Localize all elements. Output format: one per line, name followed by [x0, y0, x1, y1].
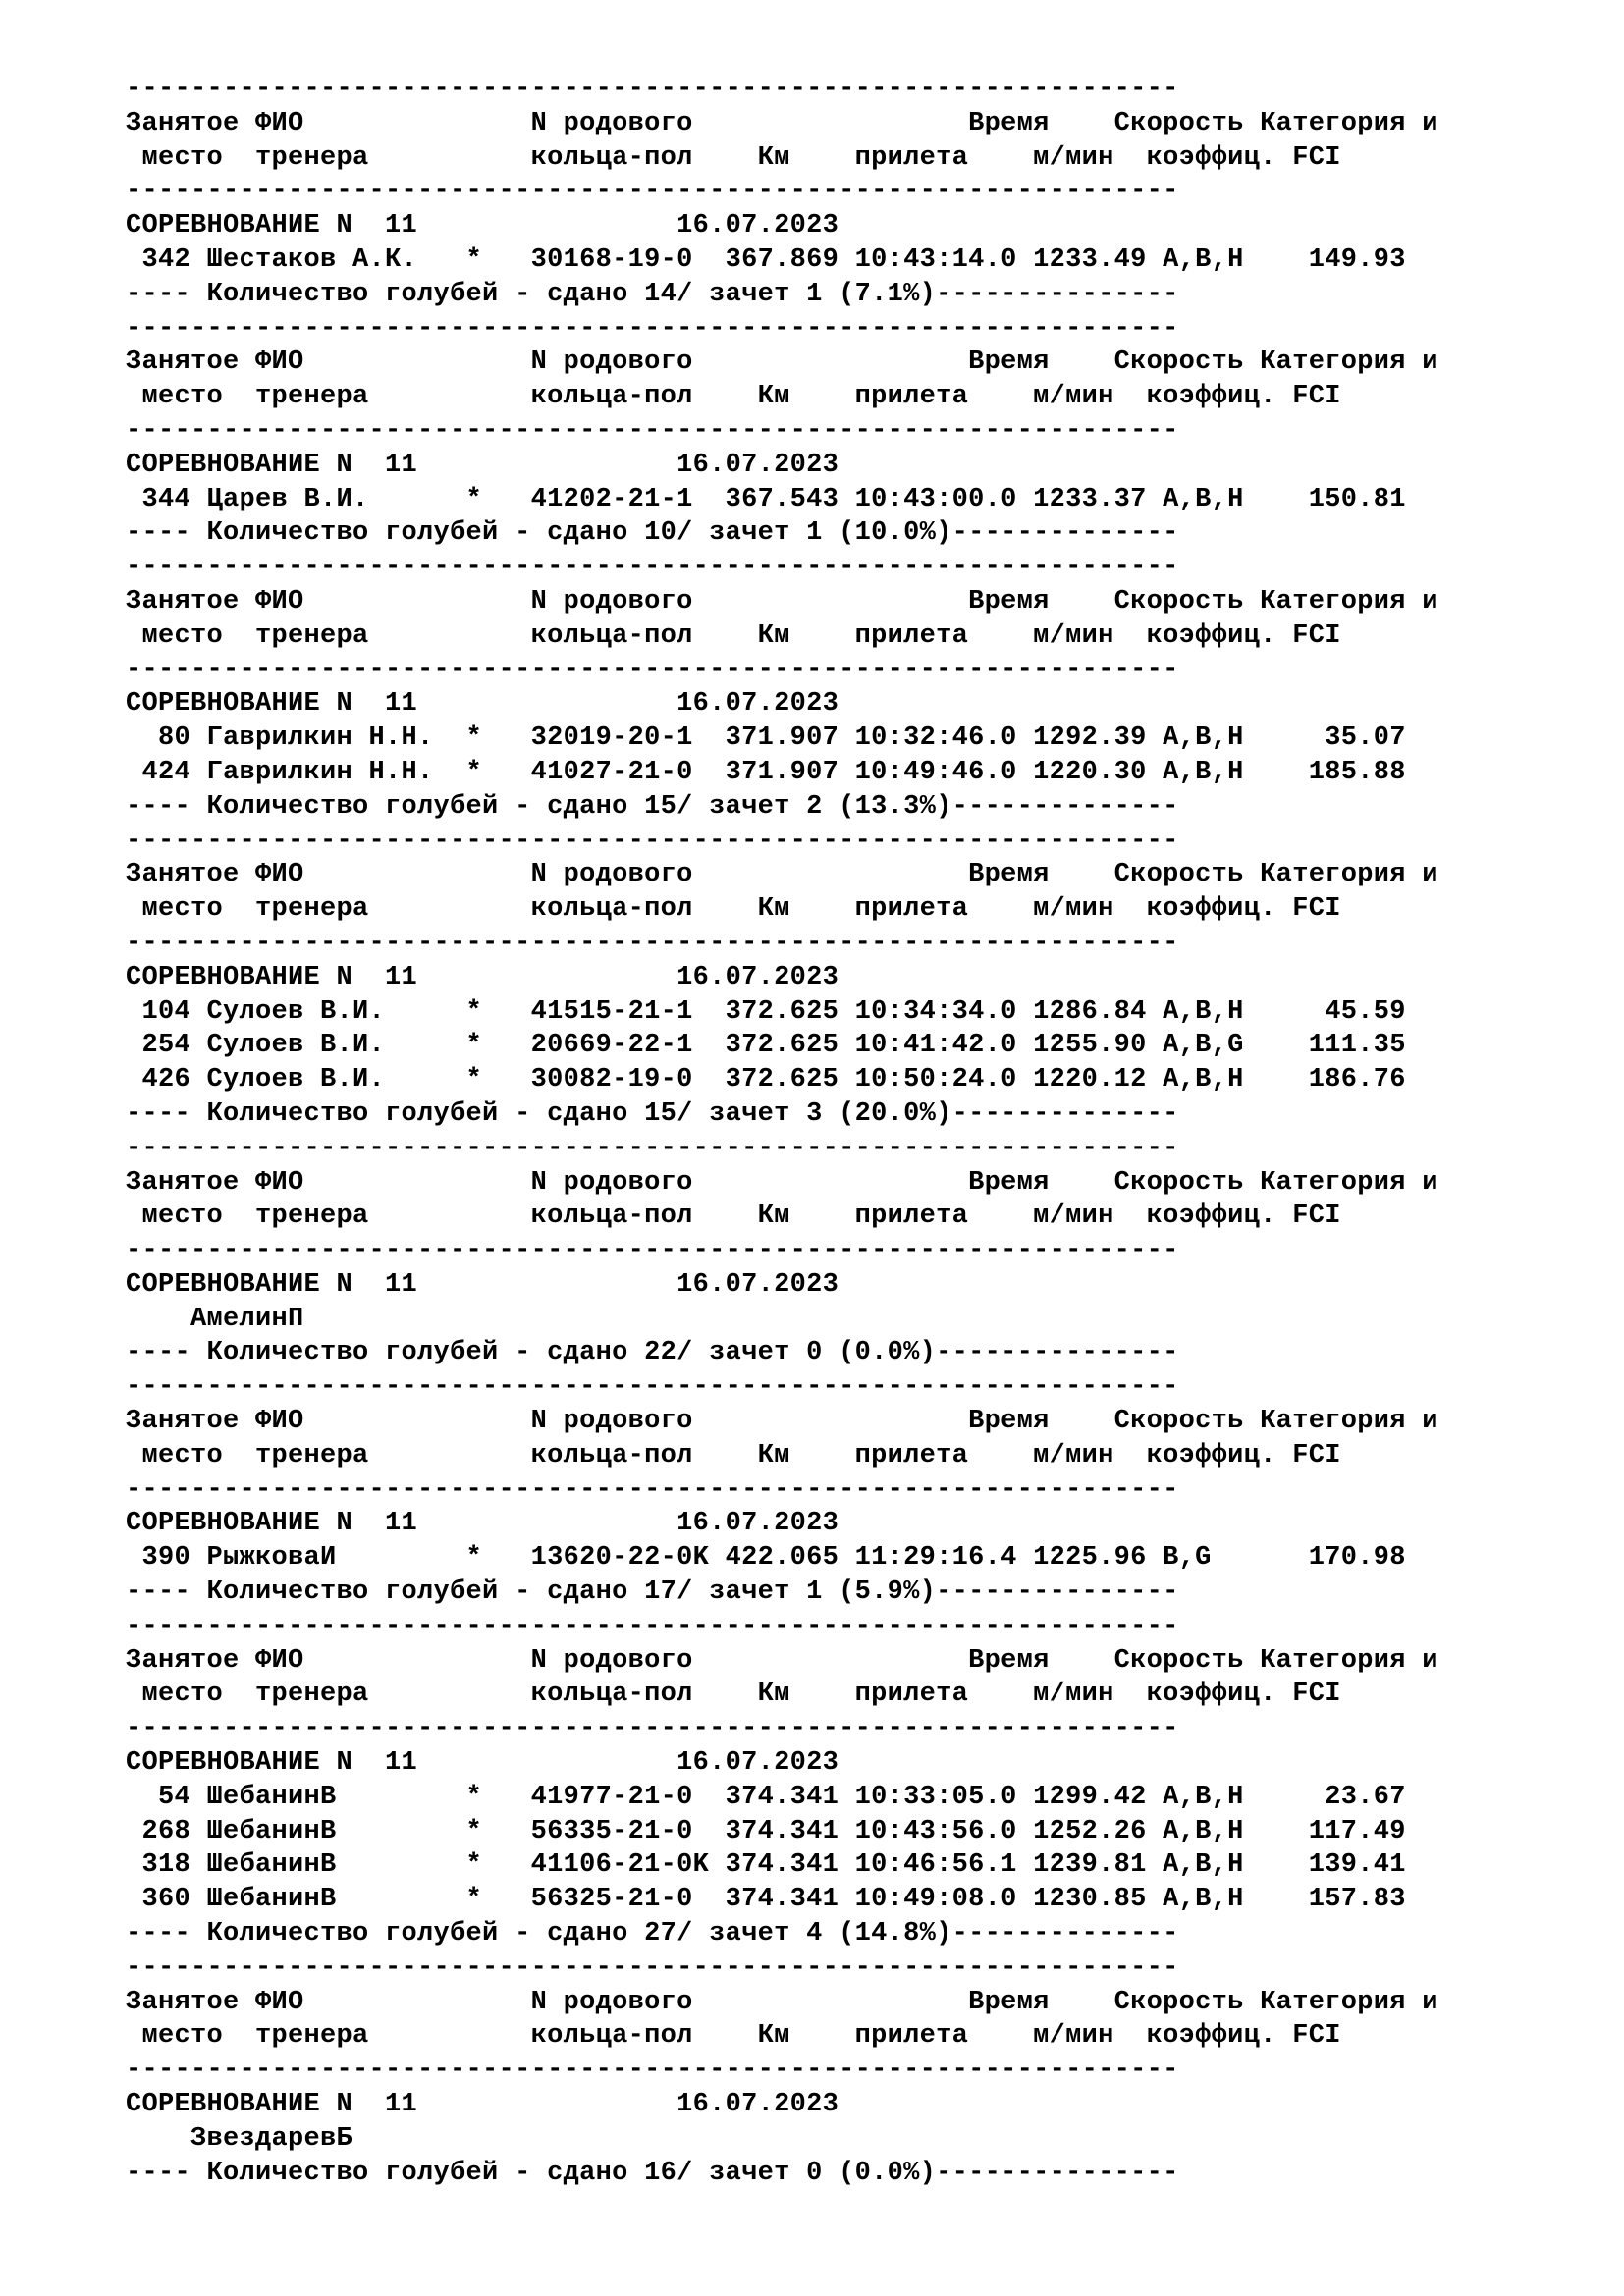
rule-line: -----------------------------------------------------------------: [126, 928, 1179, 958]
rule-line: -----------------------------------------------------------------: [126, 75, 1179, 104]
owner-line: ЗвездаревБ: [126, 2123, 353, 2154]
result-row: 54 ШебанинВ * 41977-21-0 374.341 10:33:05.0 1299.42 A,B,H 23.67: [126, 1782, 1406, 1812]
rule-line: -----------------------------------------------------------------: [126, 2056, 1179, 2086]
competition-line: СОРЕВНОВАНИЕ N 11 16.07.2023: [126, 962, 839, 992]
result-row: 424 Гаврилкин Н.Н. * 41027-21-0 371.907 10:49:46.0 1220.30 A,B,H 185.88: [126, 757, 1406, 787]
rule-line: -----------------------------------------------------------------: [126, 1952, 1179, 1983]
rule-line: -----------------------------------------------------------------: [126, 415, 1179, 446]
summary-line: ---- Количество голубей - сдано 27/ зачет 4 (14.8%)--------------: [126, 1919, 1179, 1949]
rule-line: -----------------------------------------------------------------: [126, 1474, 1179, 1505]
rule-line: -----------------------------------------------------------------: [126, 1714, 1179, 1744]
rule-line: -----------------------------------------------------------------: [126, 1611, 1179, 1641]
competition-line: СОРЕВНОВАНИЕ N 11 16.07.2023: [126, 1509, 839, 1539]
result-row: 426 Сулоев В.И. * 30082-19-0 372.625 10:50:24.0 1220.12 A,B,H 186.76: [126, 1065, 1406, 1095]
column-header-line-2: место тренера кольца-пол Км прилета м/мин коэффиц. FCI: [126, 1440, 1341, 1470]
column-header-line-2: место тренера кольца-пол Км прилета м/мин коэффиц. FCI: [126, 2021, 1341, 2052]
result-row: 342 Шестаков А.К. * 30168-19-0 367.869 10:43:14.0 1233.49 A,B,H 149.93: [126, 244, 1406, 275]
summary-line: ---- Количество голубей - сдано 15/ зачет 2 (13.3%)--------------: [126, 791, 1179, 822]
column-header-line-2: место тренера кольца-пол Км прилета м/мин коэффиц. FCI: [126, 142, 1341, 173]
column-header-line-1: Занятое ФИО N родового Время Скорость Категория и: [126, 1167, 1438, 1198]
rule-line: -----------------------------------------------------------------: [126, 1236, 1179, 1266]
competition-line: СОРЕВНОВАНИЕ N 11 16.07.2023: [126, 1748, 839, 1779]
summary-line: ---- Количество голубей - сдано 22/ зачет 0 (0.0%)---------------: [126, 1338, 1179, 1368]
column-header-line-1: Занятое ФИО N родового Время Скорость Категория и: [126, 860, 1438, 890]
competition-line: СОРЕВНОВАНИЕ N 11 16.07.2023: [126, 2090, 839, 2120]
column-header-line-1: Занятое ФИО N родового Время Скорость Категория и: [126, 1987, 1438, 2017]
rule-line: -----------------------------------------------------------------: [126, 313, 1179, 344]
column-header-line-2: место тренера кольца-пол Км прилета м/мин коэффиц. FCI: [126, 382, 1341, 412]
summary-line: ---- Количество голубей - сдано 15/ зачет 3 (20.0%)--------------: [126, 1098, 1179, 1129]
result-row: 344 Царев В.И. * 41202-21-1 367.543 10:43:00.0 1233.37 A,B,H 150.81: [126, 484, 1406, 514]
rule-line: -----------------------------------------------------------------: [126, 826, 1179, 856]
result-row: 254 Сулоев В.И. * 20669-22-1 372.625 10:41:42.0 1255.90 A,B,G 111.35: [126, 1031, 1406, 1061]
result-row: 390 РыжковаИ * 13620-22-0K 422.065 11:29:16.4 1225.96 B,G 170.98: [126, 1543, 1406, 1574]
owner-line: АмелинП: [126, 1304, 304, 1334]
competition-line: СОРЕВНОВАНИЕ N 11 16.07.2023: [126, 1269, 839, 1300]
summary-line: ---- Количество голубей - сдано 10/ зачет 1 (10.0%)--------------: [126, 518, 1179, 549]
column-header-line-1: Занятое ФИО N родового Время Скорость Категория и: [126, 586, 1438, 616]
summary-line: ---- Количество голубей - сдано 16/ зачет 0 (0.0%)---------------: [126, 2158, 1179, 2188]
competition-line: СОРЕВНОВАНИЕ N 11 16.07.2023: [126, 689, 839, 720]
rule-line: -----------------------------------------------------------------: [126, 1133, 1179, 1163]
column-header-line-2: место тренера кольца-пол Км прилета м/мин коэффиц. FCI: [126, 1201, 1341, 1232]
rule-line: -----------------------------------------------------------------: [126, 1372, 1179, 1403]
result-row: 268 ШебанинВ * 56335-21-0 374.341 10:43:56.0 1252.26 A,B,H 117.49: [126, 1816, 1406, 1846]
competition-line: СОРЕВНОВАНИЕ N 11 16.07.2023: [126, 211, 839, 241]
column-header-line-2: место тренера кольца-пол Км прилета м/мин коэффиц. FCI: [126, 620, 1341, 651]
result-row: 104 Сулоев В.И. * 41515-21-1 372.625 10:34:34.0 1286.84 A,B,H 45.59: [126, 996, 1406, 1027]
column-header-line-2: место тренера кольца-пол Км прилета м/мин коэффиц. FCI: [126, 894, 1341, 925]
result-row: 318 ШебанинВ * 41106-21-0K 374.341 10:46:56.1 1239.81 A,B,H 139.41: [126, 1850, 1406, 1881]
rule-line: -----------------------------------------------------------------: [126, 553, 1179, 583]
column-header-line-1: Занятое ФИО N родового Время Скорость Категория и: [126, 1407, 1438, 1437]
summary-line: ---- Количество голубей - сдано 14/ зачет 1 (7.1%)---------------: [126, 279, 1179, 309]
column-header-line-2: место тренера кольца-пол Км прилета м/мин коэффиц. FCI: [126, 1680, 1341, 1710]
results-report: [126, 73, 1438, 2190]
rule-line: -----------------------------------------------------------------: [126, 177, 1179, 207]
column-header-line-1: Занятое ФИО N родового Время Скорость Категория и: [126, 108, 1438, 138]
column-header-line-1: Занятое ФИО N родового Время Скорость Категория и: [126, 347, 1438, 378]
column-header-line-1: Занятое ФИО N родового Время Скорость Категория и: [126, 1645, 1438, 1676]
summary-line: ---- Количество голубей - сдано 17/ зачет 1 (5.9%)---------------: [126, 1577, 1179, 1608]
result-row: 80 Гаврилкин Н.Н. * 32019-20-1 371.907 10:32:46.0 1292.39 A,B,H 35.07: [126, 723, 1406, 754]
result-row: 360 ШебанинВ * 56325-21-0 374.341 10:49:08.0 1230.85 A,B,H 157.83: [126, 1885, 1406, 1915]
competition-line: СОРЕВНОВАНИЕ N 11 16.07.2023: [126, 450, 839, 480]
rule-line: -----------------------------------------------------------------: [126, 655, 1179, 685]
